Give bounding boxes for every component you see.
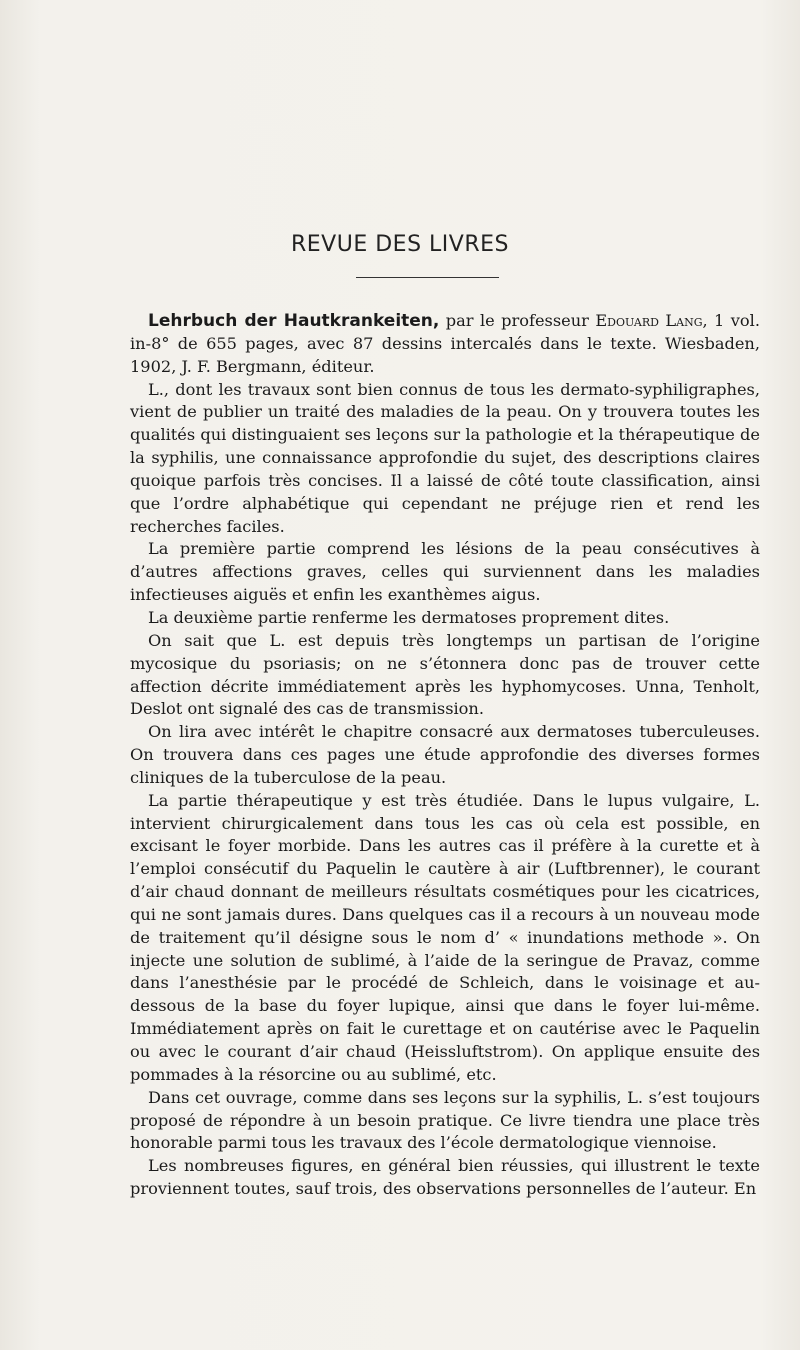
- title-divider: [356, 277, 499, 278]
- book-title: Lehrbuch der Hautkrankeiten,: [148, 311, 440, 331]
- author-first-name: Edouard: [595, 311, 659, 330]
- review-paragraph: Dans cet ouvrage, comme dans ses leçons sur la syphilis, L. s’est toujours proposé de répondre à un besoin pratique. Ce livre tiendra une place très honorable parmi tous les travaux des l’école dermatologique viennoise.: [130, 1087, 760, 1153]
- review-paragraph: L., dont les travaux sont bien connus de tous les dermato-syphiligraphes, vient de publier un traité des maladies de la peau. On y trouvera toutes les qualités qui distinguaient ses leçons sur la pathologie et la thérapeutique de la syphilis, une connaissance approfondie du sujet, des descriptions claires quoique parfois très concises. Il a laissé de côté toute classification, ainsi que l’ordre alphabétique qui cependant ne préjuge rien et rend les recherches faciles.: [130, 379, 760, 536]
- review-paragraph: La première partie comprend les lésions de la peau consécutives à d’autres affections graves, celles qui surviennent dans les maladies infectieuses aiguës et enfin les exanthèmes aigus.: [130, 539, 760, 605]
- review-paragraph: La deuxième partie renferme les dermatoses proprement dites.: [148, 607, 670, 627]
- book-citation: [130, 310, 760, 379]
- review-paragraph: On lira avec intérêt le chapitre consacré aux dermatoses tuberculeuses. On trouvera dans ces pages une étude approfondie des diverses formes cliniques de la tuberculose de la peau.: [130, 722, 760, 787]
- author-last-name: Lang: [665, 311, 703, 330]
- section-title: REVUE DES LIVRES: [291, 232, 509, 257]
- review-paragraph: On sait que L. est depuis très longtemps un partisan de l’origine mycosique du psoriasis; on ne s’étonnera donc pas de trouver cette affection décrite immédiatement après les hyphomycoses. Unna, Tenholt, Deslot ont signalé des cas de transmission.: [130, 630, 760, 719]
- review-body: [130, 310, 760, 1201]
- citation-details: , 1 vol. in-8° de 655 pages, avec 87 dessins intercalés dans le texte. Wiesbaden, 1902, J. F. Bergmann, éditeur.: [130, 311, 760, 376]
- review-paragraph: Les nombreuses figures, en général bien réussies, qui illustrent le texte proviennent toutes, sauf trois, des observations personnelles de l’auteur. En: [130, 1156, 760, 1199]
- citation-by: par le professeur: [439, 311, 596, 330]
- review-paragraph: La partie thérapeutique y est très étudiée. Dans le lupus vulgaire, L. intervient chirurgicalement dans tous les cas où cela est possible, en excisant le foyer morbide. Dans les autres cas il préfère à la curette et à l’emploi consécutif du Paquelin le cautère à air (Luftbrenner), le courant d’air chaud donnant de meilleurs résultats cosmétiques pour les cicatrices, qui ne sont jamais dures. Dans quelques cas il a recours à un nouveau mode de traitement qu’il désigne sous le nom d’ « inundations methode ». On injecte une solution de sublimé, à l’aide de la seringue de Pravaz, comme dans l’anesthésie par le procédé de Schleich, dans le voisinage et au-dessous de la base du foyer lupique, ainsi que dans le foyer lui-même. Immédiatement après on fait le curettage et on cautérise avec le Paquelin ou avec le courant d’air chaud (Heissluftstrom). On applique ensuite des pommades à la résorcine ou au sublimé, etc.: [130, 790, 760, 1084]
